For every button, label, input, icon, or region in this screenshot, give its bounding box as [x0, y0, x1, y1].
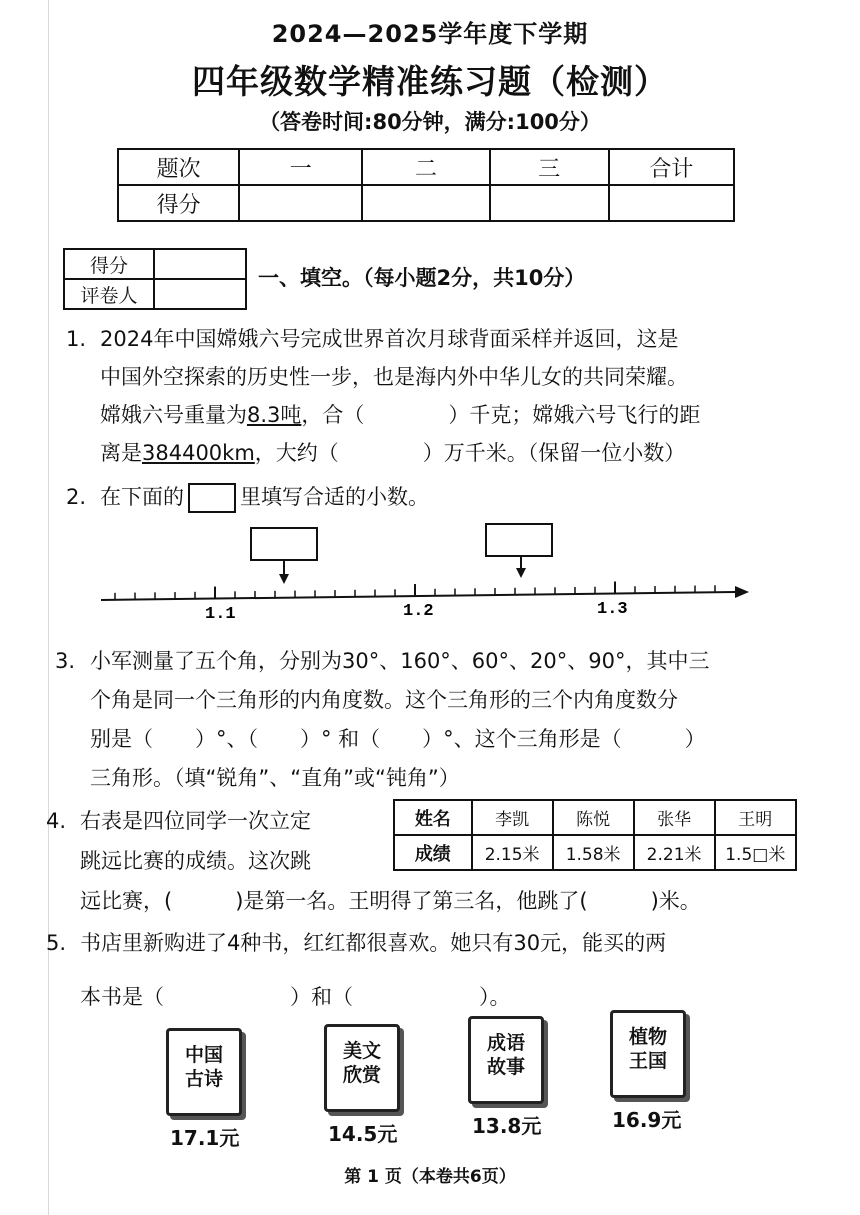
tick-label: 1.3 — [597, 600, 628, 619]
table-cell: 2.15米 — [472, 835, 553, 870]
section-score-cell[interactable] — [154, 249, 246, 279]
book-price: 14.5元 — [328, 1122, 398, 1146]
score-table-header-cell: 合计 — [609, 149, 734, 185]
table-header-cell: 姓名 — [394, 800, 472, 835]
tick-label: 1.1 — [205, 605, 236, 620]
table-header-cell: 李凯 — [472, 800, 553, 835]
q1-line3-start: 嫦娥六号重量为 — [100, 403, 247, 427]
q5-line1: 书店里新购进了4种书，红红都很喜欢。她只有30元，能买的两 — [80, 931, 667, 955]
page-footer: 第 1 页（本卷共6页） — [344, 1167, 516, 1187]
score-cell[interactable] — [362, 185, 489, 221]
section-heading: 一、填空。（每小题2分，共10分） — [258, 266, 586, 290]
table-header-cell: 张华 — [634, 800, 715, 835]
q1-line3 — [100, 396, 700, 434]
number-line-ticks — [115, 582, 715, 600]
score-table-header-cell: 三 — [490, 149, 609, 185]
table-cell: 1.58米 — [553, 835, 634, 870]
tick-label: 1.2 — [403, 602, 434, 620]
number-line-answer-box[interactable] — [251, 528, 317, 560]
section-grading-box — [63, 248, 247, 310]
exam-subtitle: （答卷时间:80分钟，满分:100分） — [259, 110, 601, 134]
long-jump-table — [393, 799, 797, 871]
q1-number: 1. — [66, 327, 87, 351]
book-card — [610, 1010, 686, 1098]
q5-line2[interactable]: 本书是（ ）和（ ）。 — [80, 985, 511, 1009]
score-table-header-cell: 一 — [239, 149, 362, 185]
q1-line4-end[interactable]: ，大约（ ）万千米。（保留一位小数） — [254, 441, 686, 465]
score-table-header-cell: 题次 — [118, 149, 239, 185]
q2-text-start: 在下面的 — [100, 485, 184, 509]
q1-line1: 2024年中国嫦娥六号完成世界首次月球背面采样并返回，这是 — [100, 327, 679, 351]
score-table-row-label: 得分 — [118, 185, 239, 221]
q1-line2: 中国外空探索的历史性一步，也是海内外中华儿女的共同荣耀。 — [100, 365, 688, 389]
q4-number: 4. — [46, 809, 67, 833]
table-header-cell: 王明 — [715, 800, 796, 835]
term-heading: 2024—2025学年度下学期 — [271, 20, 589, 48]
q1-distance: 384400km — [142, 441, 255, 465]
book-card — [324, 1024, 400, 1112]
q1-line4 — [100, 434, 685, 472]
book-title: 中国古诗 — [184, 1044, 223, 1090]
down-arrow-icon — [279, 574, 289, 584]
number-line-axis — [101, 592, 735, 600]
book-card — [468, 1016, 544, 1104]
book-title: 美文欣赏 — [342, 1040, 381, 1086]
q2-text-end: 里填写合适的小数。 — [240, 485, 429, 509]
book-price: 13.8元 — [472, 1114, 542, 1138]
q1-weight: 8.3吨 — [247, 403, 302, 427]
table-cell: 2.21米 — [634, 835, 715, 870]
answer-box-icon — [188, 483, 236, 513]
q3-line3[interactable]: 别是（ ）°、（ ）° 和（ ）°、这个三角形是（ ） — [90, 727, 706, 751]
score-cell[interactable] — [490, 185, 609, 221]
q1-line3-end[interactable]: ，合（ ）千克；嫦娥六号飞行的距 — [301, 403, 701, 427]
section-grader-label: 评卷人 — [64, 279, 154, 309]
down-arrow-icon — [516, 568, 526, 578]
q2-line — [100, 478, 429, 516]
number-line-answer-box[interactable] — [486, 524, 552, 556]
page-edge — [48, 0, 49, 1215]
q1-line4-start: 离是 — [100, 441, 142, 465]
score-cell[interactable] — [239, 185, 362, 221]
book-price: 17.1元 — [170, 1126, 240, 1150]
q3-line2: 个角是同一个三角形的内角度数。这个三角形的三个内角度数分 — [90, 688, 678, 712]
section-score-label: 得分 — [64, 249, 154, 279]
q2-number: 2. — [66, 485, 87, 509]
book-card — [166, 1028, 242, 1116]
book-title: 成语故事 — [486, 1032, 525, 1078]
table-row-label: 成绩 — [394, 835, 472, 870]
q4-line1: 右表是四位同学一次立定 — [80, 809, 311, 833]
q3-line1: 小军测量了五个角，分别为30°、160°、60°、20°、90°，其中三 — [90, 649, 710, 673]
section-grader-cell[interactable] — [154, 279, 246, 309]
table-header-cell: 陈悦 — [553, 800, 634, 835]
score-cell[interactable] — [609, 185, 734, 221]
q5-number: 5. — [46, 931, 67, 955]
book-price: 16.9元 — [612, 1108, 682, 1132]
exam-title: 四年级数学精准练习题（检测） — [192, 62, 668, 101]
q3-line4: 三角形。（填“锐角”、“直角”或“钝角”） — [90, 766, 460, 790]
score-table — [117, 148, 735, 222]
q3-number: 3. — [55, 649, 76, 673]
axis-arrow-icon — [735, 586, 749, 598]
q4-line3[interactable]: 远比赛，( )是第一名。王明得了第三名，他跳了( )米。 — [80, 889, 701, 913]
table-cell: 1.5□米 — [715, 835, 796, 870]
number-line — [95, 520, 755, 620]
book-title: 植物王国 — [628, 1026, 667, 1072]
q4-line2: 跳远比赛的成绩。这次跳 — [80, 849, 311, 873]
score-table-header-cell: 二 — [362, 149, 489, 185]
